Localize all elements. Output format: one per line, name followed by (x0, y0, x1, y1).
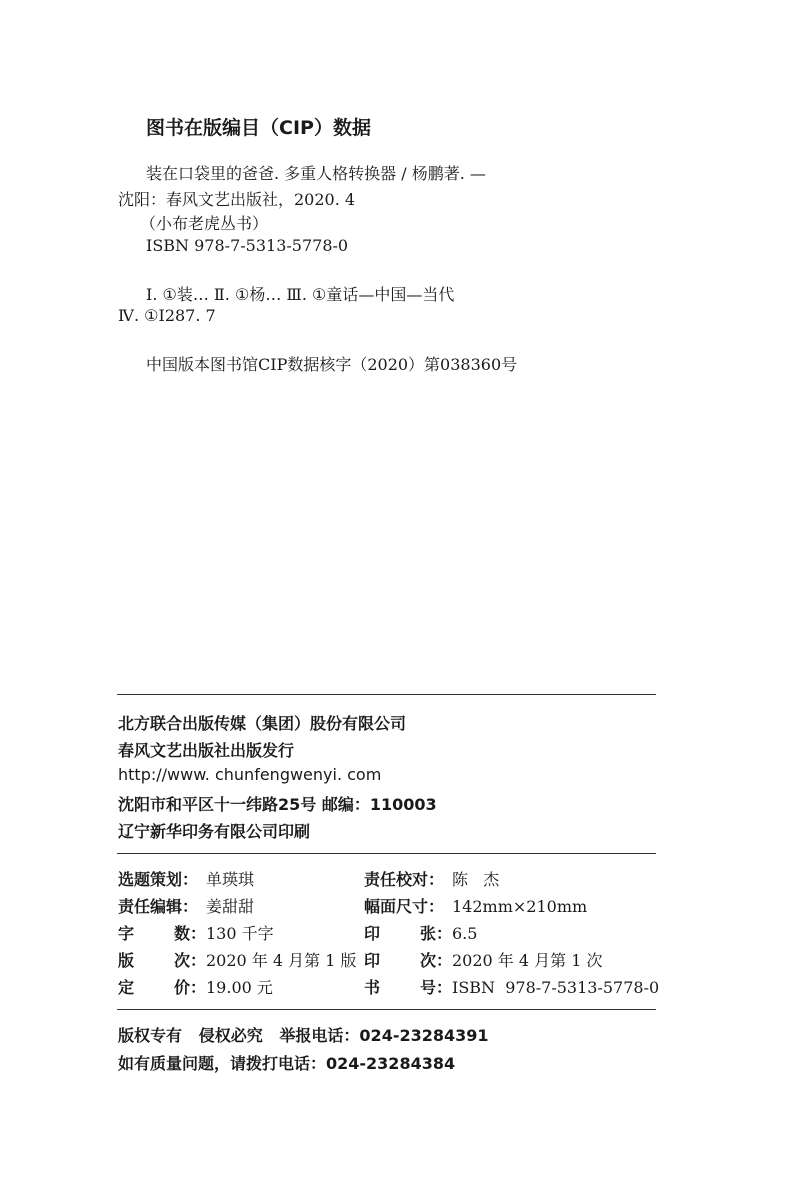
credit-word-count-value: 130 千字 (206, 924, 274, 943)
credit-price-value: 19.00 元 (206, 978, 273, 997)
credit-proofreader-label: 责任校对 ： (364, 867, 452, 890)
cip-line-series: （小布老虎丛书） (140, 214, 269, 233)
publisher-printer: 辽宁新华印务有限公司印刷 (118, 822, 311, 841)
credit-printing-label: 印 次 ： (364, 948, 452, 971)
credit-planner-label: 选题策划 ： (118, 867, 206, 890)
cip-line-publisher: 沈阳：春风文艺出版社，2020. 4 (118, 190, 356, 209)
credit-printing-value: 2020 年 4 月第 1 次 (452, 951, 603, 970)
divider-bottom (117, 1009, 656, 1010)
credit-proofreader-value: 陈 杰 (452, 870, 500, 889)
credit-word-count-label: 字 数 ： (118, 921, 206, 944)
cip-line-classification: Ⅰ. ①装… Ⅱ. ①杨… Ⅲ. ①童话—中国—当代 (146, 285, 455, 304)
cip-line-isbn: ISBN 978-7-5313-5778-0 (146, 236, 349, 255)
credit-proofreader (364, 867, 499, 890)
credit-format-size-label: 幅面尺寸 ： (364, 894, 452, 917)
credit-printing (364, 948, 603, 971)
publisher-press: 春风文艺出版社出版发行 (118, 741, 295, 760)
publisher-address: 沈阳市和平区十一纬路25号 邮编：110003 (118, 795, 437, 814)
credit-price-label: 定 价 ： (118, 975, 206, 998)
credit-planner (118, 867, 254, 890)
credit-isbn-label: 书 号 ： (364, 975, 452, 998)
credit-format-size (364, 894, 587, 917)
footer-quality-hotline: 如有质量问题，请拨打电话：024-23284384 (118, 1054, 456, 1073)
credit-format-size-value: 142mm×210mm (452, 897, 588, 916)
cip-line-clc-number: Ⅳ. ①I287. 7 (118, 306, 216, 325)
credit-planner-value: 单瑛琪 (206, 870, 255, 889)
credit-editor-value: 姜甜甜 (206, 897, 255, 916)
credit-editor (118, 894, 254, 917)
cip-line-cip-number: 中国版本图书馆CIP数据核字（2020）第038360号 (146, 355, 518, 374)
credit-edition-label: 版 次 ： (118, 948, 206, 971)
credit-word-count (118, 921, 274, 944)
footer-rights: 版权专有 侵权必究 举报电话：024-23284391 (118, 1026, 489, 1045)
credit-sheets (364, 921, 477, 944)
credit-sheets-value: 6.5 (452, 924, 478, 943)
credit-price (118, 975, 273, 998)
credit-isbn-value: ISBN 978-7-5313-5778-0 (452, 978, 660, 997)
credit-edition-value: 2020 年 4 月第 1 版 (206, 951, 357, 970)
cip-title: 图书在版编目（CIP）数据 (146, 117, 371, 139)
publisher-group: 北方联合出版传媒（集团）股份有限公司 (118, 714, 407, 733)
credit-edition (118, 948, 357, 971)
credit-sheets-label: 印 张 ： (364, 921, 452, 944)
credit-editor-label: 责任编辑 ： (118, 894, 206, 917)
divider-top (117, 694, 656, 695)
cip-line-book-title: 装在口袋里的爸爸. 多重人格转换器 / 杨鹏著. — (146, 164, 486, 183)
divider-middle (117, 853, 656, 854)
credit-isbn (364, 975, 659, 998)
publisher-website: http://www. chunfengwenyi. com (118, 765, 382, 784)
